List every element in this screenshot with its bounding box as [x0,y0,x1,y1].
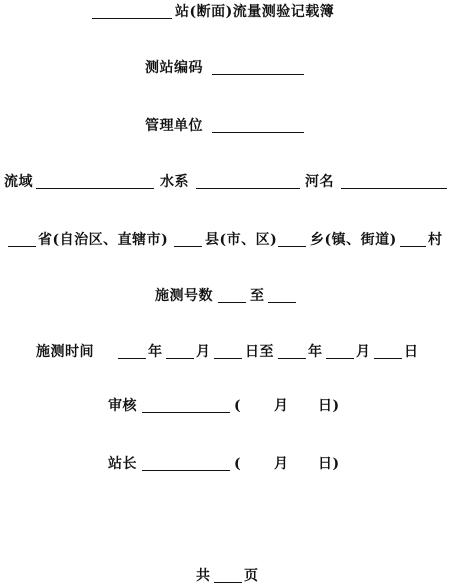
total-label: 共 [196,568,211,584]
station-code-row [0,58,450,78]
start-day-to-label: 日至 [245,344,274,360]
station-chief-open-paren: ( [234,456,241,472]
station-chief-blank[interactable] [142,470,230,471]
management-unit-blank[interactable] [212,132,304,133]
station-code-blank[interactable] [212,74,304,75]
reviewer-label: 审核 [108,398,137,414]
basin-blank[interactable] [36,188,154,189]
station-code-label: 测站编码 [145,60,203,76]
reviewer-row [0,396,450,416]
town-blank[interactable] [278,246,306,247]
end-month-label: 月 [356,344,371,360]
measurement-time-label: 施测时间 [36,344,94,360]
start-day-blank[interactable] [214,358,242,359]
station-chief-row [0,454,450,474]
reviewer-month-label: 月 [274,398,289,414]
province-label: 省(自治区、直辖市) [38,232,169,248]
reviewer-blank[interactable] [142,412,230,413]
number-from-blank[interactable] [218,302,246,303]
end-month-blank[interactable] [326,358,354,359]
start-year-label: 年 [148,344,163,360]
admin-row [0,230,450,250]
management-unit-label: 管理单位 [145,118,203,134]
end-year-label: 年 [308,344,323,360]
village-label: 村 [428,232,443,248]
reviewer-day-label: 日) [318,398,340,414]
station-chief-label: 站长 [108,456,137,472]
page-count-row [0,566,450,586]
town-label: 乡(镇、街道) [310,232,397,248]
station-chief-month-label: 月 [274,456,289,472]
reviewer-open-paren: ( [234,398,241,414]
end-year-blank[interactable] [278,358,306,359]
number-to-label: 至 [250,288,265,304]
county-blank[interactable] [174,246,202,247]
county-label: 县(市、区) [205,232,278,248]
number-to-blank[interactable] [268,302,296,303]
village-blank[interactable] [400,246,426,247]
measurement-number-label: 施测号数 [155,288,213,304]
basin-label: 流域 [4,174,33,190]
river-name-blank[interactable] [341,188,447,189]
end-day-blank[interactable] [374,358,402,359]
end-day-label: 日 [404,344,419,360]
start-month-label: 月 [196,344,211,360]
page-count-blank[interactable] [214,582,242,583]
pages-label: 页 [244,568,259,584]
basin-row [0,172,450,192]
river-system-blank[interactable] [196,188,300,189]
page-title: 站(断面)流量测验记载簿 [175,4,335,20]
station-chief-day-label: 日) [318,456,340,472]
station-name-blank[interactable] [92,18,172,19]
management-unit-row [0,116,450,136]
province-blank[interactable] [8,246,36,247]
measurement-time-row [0,342,450,362]
start-year-blank[interactable] [118,358,146,359]
measurement-number-row [0,286,450,306]
river-name-label: 河名 [305,174,334,190]
river-system-label: 水系 [160,174,189,190]
start-month-blank[interactable] [166,358,194,359]
title-row [0,2,450,22]
